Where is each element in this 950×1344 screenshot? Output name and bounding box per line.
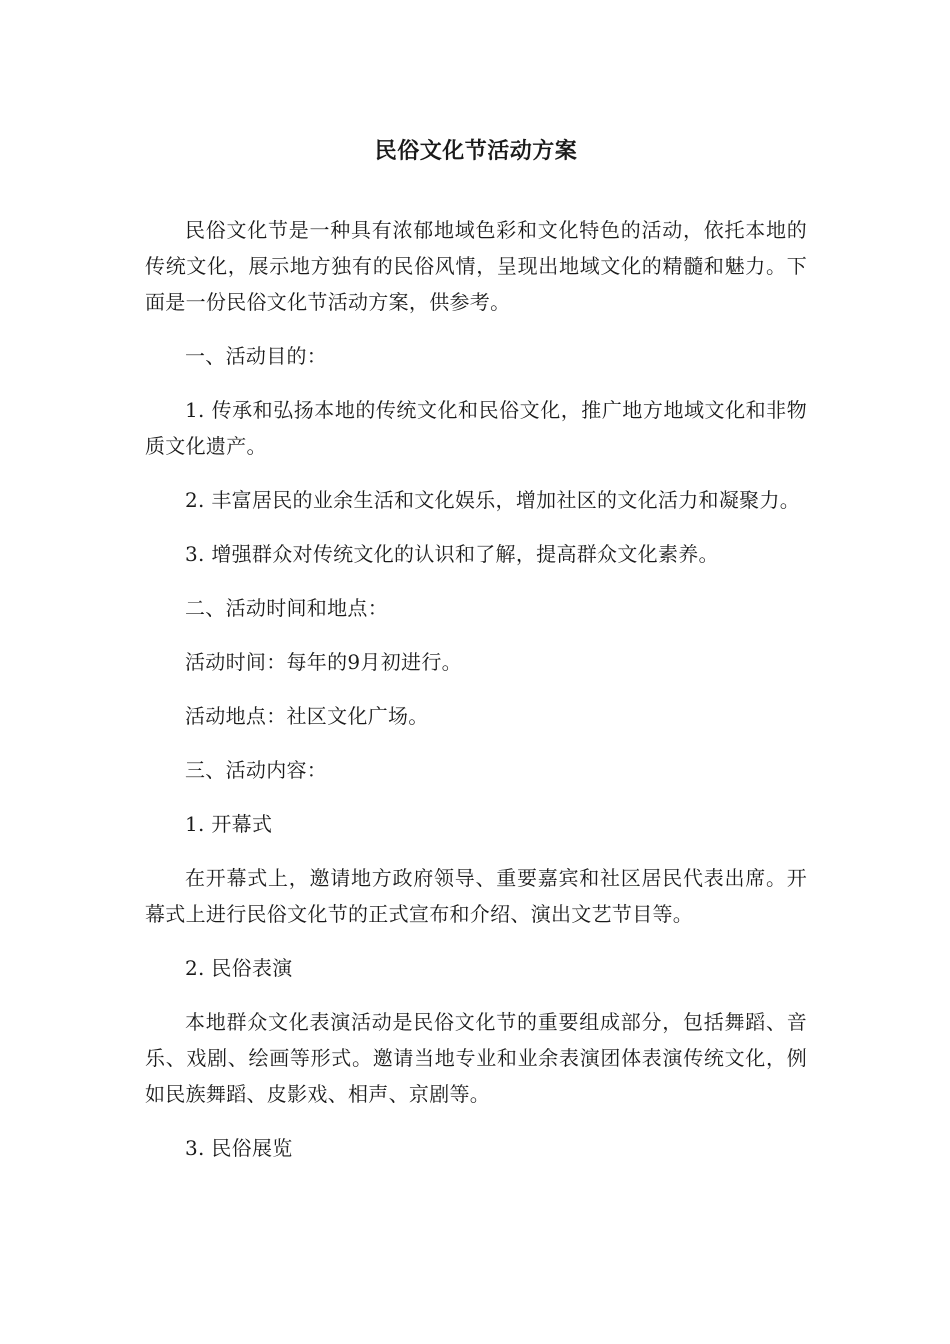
content-item-2-text: 本地群众文化表演活动是民俗文化节的重要组成部分，包括舞蹈、音乐、戏剧、绘画等形式。邀请当地专业和业余表演团体表演传统文化，例如民族舞蹈、皮影戏、相声、京剧等。	[145, 1010, 807, 1106]
content-item-2-heading: 2. 民俗表演	[185, 956, 293, 980]
purpose-item-2: 2. 丰富居民的业余生活和文化娱乐，增加社区的文化活力和凝聚力。	[185, 488, 801, 512]
purpose-item-1: 1. 传承和弘扬本地的传统文化和民俗文化，推广地方地域文化和非物质文化遗产。	[145, 398, 807, 458]
activity-place: 活动地点：社区文化广场。	[185, 704, 429, 728]
activity-time: 活动时间：每年的9月初进行。	[185, 650, 462, 674]
purpose-item-3: 3. 增强群众对传统文化的认识和了解，提高群众文化素养。	[185, 542, 719, 566]
section-heading-content: 三、活动内容：	[185, 758, 328, 782]
intro-paragraph: 民俗文化节是一种具有浓郁地域色彩和文化特色的活动，依托本地的传统文化，展示地方独有的民俗风情，呈现出地域文化的精髓和魅力。下面是一份民俗文化节活动方案，供参考。	[145, 218, 807, 314]
section-heading-time-place: 二、活动时间和地点：	[185, 596, 388, 620]
document-page	[145, 130, 807, 1184]
document-title: 民俗文化节活动方案	[374, 139, 578, 164]
section-heading-purpose: 一、活动目的：	[185, 344, 328, 368]
content-item-1-text: 在开幕式上，邀请地方政府领导、重要嘉宾和社区居民代表出席。开幕式上进行民俗文化节的正式宣布和介绍、演出文艺节目等。	[145, 866, 807, 926]
content-item-1-heading: 1. 开幕式	[185, 812, 273, 836]
content-item-3-heading: 3. 民俗展览	[185, 1136, 293, 1160]
